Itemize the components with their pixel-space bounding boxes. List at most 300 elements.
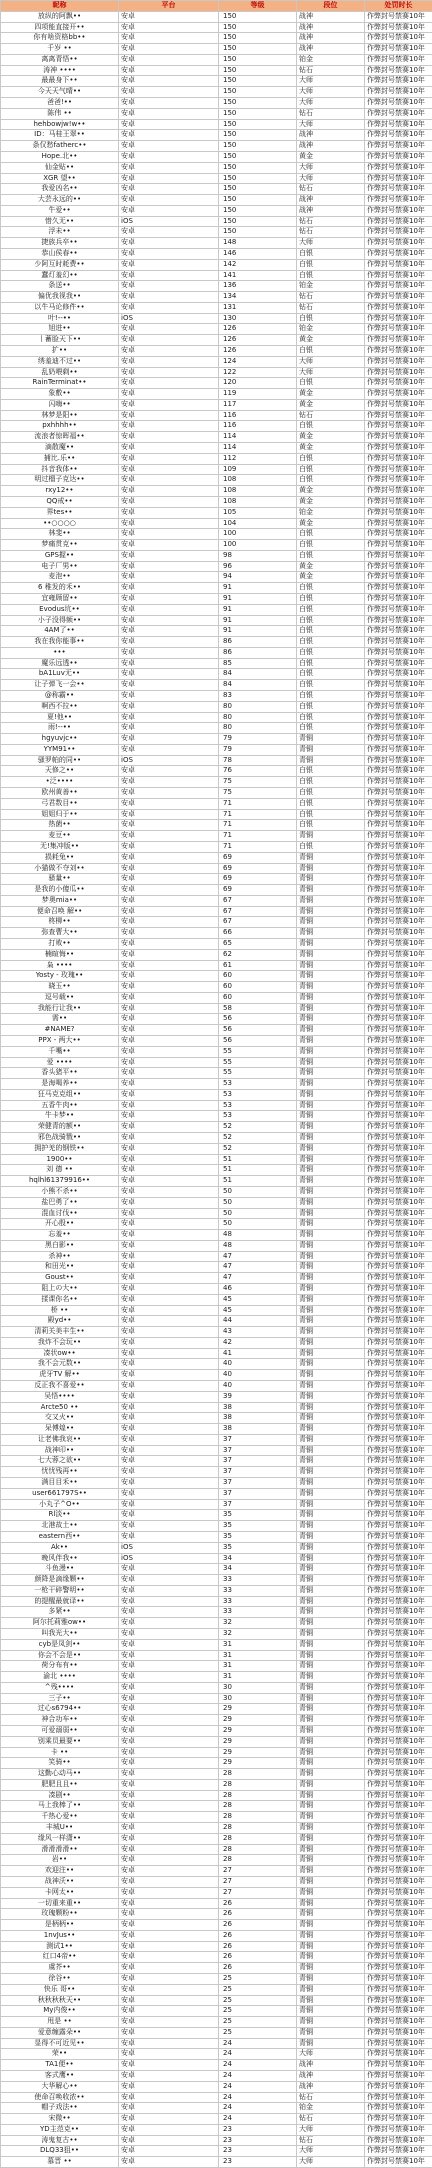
cell-nickname: 这勤心动马•• [1,1769,119,1780]
cell-level: 25 [219,2006,297,2017]
cell-nickname: 满目目禾•• [1,1478,119,1489]
cell-nickname: 缘风一样潇•• [1,1833,119,1844]
cell-level: 79 [219,744,297,755]
table-row [1,1240,432,1251]
cell-level: 26 [219,1898,297,1909]
cell-level: 136 [219,281,297,292]
cell-penalty: 作弊封号禁赛10年 [365,593,432,604]
cell-penalty: 作弊封号禁赛10年 [365,1381,432,1392]
cell-platform: 安卓 [119,1068,219,1079]
table-row [1,992,432,1003]
cell-level: 26 [219,1963,297,1974]
table-row [1,1413,432,1424]
cell-nickname: 叶!--•• [1,313,119,324]
cell-level: 24 [219,2114,297,2125]
cell-platform: 安卓 [119,1434,219,1445]
cell-platform: 安卓 [119,1575,219,1586]
cell-penalty: 作弊封号禁赛10年 [365,1542,432,1553]
cell-penalty: 作弊封号禁赛10年 [365,248,432,259]
cell-penalty: 作弊封号禁赛10年 [365,1079,432,1090]
cell-rank: 青铜 [297,852,365,863]
cell-nickname: 荣•• [1,2049,119,2060]
cell-nickname: 宜雍顾留•• [1,593,119,604]
cell-nickname: 爱 •••• [1,1057,119,1068]
cell-platform: 安卓 [119,1704,219,1715]
table-row [1,1143,432,1154]
table-row [1,982,432,993]
cell-rank: 青铜 [297,1973,365,1984]
cell-nickname: 玫瑰颗粉•• [1,1909,119,1920]
table-row [1,744,432,755]
cell-platform: 安卓 [119,1424,219,1435]
cell-rank: 青铜 [297,1381,365,1392]
cell-rank: 青铜 [297,1726,365,1737]
cell-platform: 安卓 [119,1758,219,1769]
cell-level: 26 [219,1930,297,1941]
cell-platform: 安卓 [119,1973,219,1984]
cell-rank: 青铜 [297,949,365,960]
cell-level: 29 [219,1704,297,1715]
cell-penalty: 作弊封号禁赛10年 [365,1553,432,1564]
cell-level: 84 [219,680,297,691]
cell-level: 23 [219,2146,297,2157]
cell-nickname: 明过榴子克达•• [1,475,119,486]
table-row [1,529,432,540]
cell-level: 28 [219,1823,297,1834]
cell-level: 150 [219,195,297,206]
cell-platform: 安卓 [119,486,219,497]
table-row [1,1165,432,1176]
cell-rank: 大师 [297,2124,365,2135]
cell-level: 142 [219,259,297,270]
cell-level: 60 [219,992,297,1003]
table-row [1,1984,432,1995]
cell-level: 34 [219,1564,297,1575]
cell-nickname: 凑状ow•• [1,1348,119,1359]
table-row [1,2124,432,2135]
cell-nickname: 弥查曹大•• [1,928,119,939]
cell-level: 104 [219,518,297,529]
cell-level: 65 [219,938,297,949]
cell-nickname: 无!集冲版•• [1,841,119,852]
cell-level: 40 [219,1359,297,1370]
cell-platform: 安卓 [119,270,219,281]
cell-rank: 青铜 [297,1682,365,1693]
cell-penalty: 作弊封号禁赛10年 [365,1941,432,1952]
cell-level: 150 [219,108,297,119]
cell-rank: 青铜 [297,1057,365,1068]
cell-nickname: 欢迎注•• [1,1866,119,1877]
table-row [1,1628,432,1639]
col-header-platform: 平台 [119,1,219,12]
cell-penalty: 作弊封号禁赛10年 [365,1434,432,1445]
cell-nickname: 卡 •• [1,1747,119,1758]
table-row [1,302,432,313]
table-row [1,1726,432,1737]
cell-platform: 安卓 [119,1682,219,1693]
cell-rank: 青铜 [297,1628,365,1639]
table-body [1,11,432,2167]
cell-rank: 大师 [297,367,365,378]
cell-penalty: 作弊封号禁赛10年 [365,723,432,734]
table-row [1,119,432,130]
cell-platform: 安卓 [119,1909,219,1920]
table-row [1,1521,432,1532]
table-row [1,1251,432,1262]
cell-rank: 黄金 [297,151,365,162]
cell-platform: 安卓 [119,367,219,378]
cell-nickname: 啊西不拉•• [1,701,119,712]
cell-penalty: 作弊封号禁赛10年 [365,1133,432,1144]
table-row [1,2135,432,2146]
cell-nickname: 丨蓄脸天下•• [1,335,119,346]
cell-nickname: ID：马桂王翠•• [1,130,119,141]
cell-rank: 钻石 [297,2092,365,2103]
cell-rank: 白银 [297,259,365,270]
cell-penalty: 作弊封号禁赛10年 [365,399,432,410]
cell-rank: 青铜 [297,1294,365,1305]
cell-rank: 青铜 [297,1898,365,1909]
cell-penalty: 作弊封号禁赛10年 [365,1650,432,1661]
cell-level: 30 [219,1693,297,1704]
cell-nickname: 香头猪平•• [1,1068,119,1079]
cell-level: 120 [219,378,297,389]
table-row [1,1790,432,1801]
cell-rank: 青铜 [297,992,365,1003]
cell-rank: 青铜 [297,874,365,885]
table-row [1,949,432,960]
cell-rank: 青铜 [297,1219,365,1230]
cell-penalty: 作弊封号禁赛10年 [365,1855,432,1866]
cell-platform: 安卓 [119,1920,219,1931]
table-row [1,1682,432,1693]
cell-level: 26 [219,1941,297,1952]
cell-level: 24 [219,2049,297,2060]
cell-platform: 安卓 [119,734,219,745]
cell-penalty: 作弊封号禁赛10年 [365,1952,432,1963]
cell-nickname: 逗号载•• [1,992,119,1003]
table-row [1,917,432,928]
table-row [1,1715,432,1726]
table-row [1,1898,432,1909]
cell-nickname: 吴悟•••• [1,1391,119,1402]
cell-rank: 白银 [297,658,365,669]
cell-level: 24 [219,2071,297,2082]
cell-penalty: 作弊封号禁赛10年 [365,949,432,960]
cell-level: 29 [219,1726,297,1737]
table-row [1,540,432,551]
cell-platform: 安卓 [119,464,219,475]
cell-nickname: 丰城U•• [1,1823,119,1834]
cell-platform: 安卓 [119,518,219,529]
cell-platform: 安卓 [119,2081,219,2092]
cell-nickname: 小猫做不夺刘•• [1,863,119,874]
cell-level: 37 [219,1456,297,1467]
cell-platform: 安卓 [119,453,219,464]
table-row [1,1779,432,1790]
cell-level: 28 [219,1844,297,1855]
table-row [1,1283,432,1294]
cell-platform: iOS [119,1553,219,1564]
cell-platform: 安卓 [119,507,219,518]
table-row [1,766,432,777]
cell-penalty: 作弊封号禁赛10年 [365,2103,432,2114]
table-row [1,2006,432,2017]
cell-penalty: 作弊封号禁赛10年 [365,1154,432,1165]
table-row [1,2049,432,2060]
table-row [1,1100,432,1111]
cell-nickname: 大芸永远的•• [1,195,119,206]
cell-platform: 安卓 [119,33,219,44]
cell-rank: 钻石 [297,216,365,227]
cell-rank: 青铜 [297,1510,365,1521]
cell-level: 124 [219,356,297,367]
cell-rank: 青铜 [297,1995,365,2006]
cell-level: 31 [219,1661,297,1672]
cell-nickname: TA1便•• [1,2060,119,2071]
cell-rank: 青铜 [297,1100,365,1111]
cell-platform: 安卓 [119,259,219,270]
table-row [1,1661,432,1672]
cell-rank: 青铜 [297,1499,365,1510]
cell-level: 25 [219,1984,297,1995]
cell-nickname: 雨!--•• [1,723,119,734]
cell-nickname: 6 稚发的禾•• [1,583,119,594]
table-row [1,259,432,270]
cell-platform: 安卓 [119,540,219,551]
cell-rank: 白银 [297,723,365,734]
cell-platform: 安卓 [119,658,219,669]
cell-penalty: 作弊封号禁赛10年 [365,1057,432,1068]
cell-level: 150 [219,44,297,55]
cell-penalty: 作弊封号禁赛10年 [365,928,432,939]
cell-rank: 战神 [297,205,365,216]
cell-penalty: 作弊封号禁赛10年 [365,1790,432,1801]
cell-nickname: 揉课你名•• [1,1294,119,1305]
cell-platform: 安卓 [119,1779,219,1790]
cell-platform: 安卓 [119,119,219,130]
cell-level: 32 [219,1628,297,1639]
cell-penalty: 作弊封号禁赛10年 [365,2092,432,2103]
cell-nickname: 秋秋秋秋天•• [1,1995,119,2006]
cell-rank: 青铜 [297,1553,365,1564]
cell-platform: 安卓 [119,1510,219,1521]
table-row [1,443,432,454]
col-header-rank: 段位 [297,1,365,12]
cell-rank: 大师 [297,173,365,184]
cell-penalty: 作弊封号禁赛10年 [365,1122,432,1133]
table-row [1,292,432,303]
cell-penalty: 作弊封号禁赛10年 [365,971,432,982]
cell-rank: 青铜 [297,1887,365,1898]
cell-rank: 青铜 [297,1963,365,1974]
cell-platform: 安卓 [119,2017,219,2028]
table-row [1,281,432,292]
cell-rank: 黄金 [297,399,365,410]
table-row [1,2114,432,2125]
cell-platform: 安卓 [119,2103,219,2114]
cell-rank: 青铜 [297,1876,365,1887]
cell-platform: 安卓 [119,1952,219,1963]
table-row [1,1812,432,1823]
cell-level: 28 [219,1812,297,1823]
cell-rank: 青铜 [297,1478,365,1489]
table-row [1,324,432,335]
table-row [1,1273,432,1284]
cell-nickname: 损耗兔•• [1,852,119,863]
cell-penalty: 作弊封号禁赛10年 [365,1456,432,1467]
cell-level: 35 [219,1531,297,1542]
cell-rank: 大师 [297,2146,365,2157]
cell-platform: 安卓 [119,550,219,561]
table-row [1,98,432,109]
cell-nickname: 别乘员最要•• [1,1736,119,1747]
cell-rank: 青铜 [297,1111,365,1122]
cell-level: 26 [219,1909,297,1920]
cell-nickname: 呆傅煌•• [1,1424,119,1435]
cell-nickname: My内俊•• [1,2006,119,2017]
cell-penalty: 作弊封号禁赛10年 [365,982,432,993]
cell-nickname: XGR 望•• [1,173,119,184]
cell-platform: iOS [119,216,219,227]
cell-platform: 安卓 [119,1747,219,1758]
cell-nickname: 笑骑•• [1,1758,119,1769]
cell-nickname: bA1Luv无•• [1,669,119,680]
cell-rank: 钻石 [297,2135,365,2146]
cell-penalty: 作弊封号禁赛10年 [365,712,432,723]
cell-nickname: 梦痛贯克•• [1,540,119,551]
cell-platform: 安卓 [119,928,219,939]
cell-rank: 青铜 [297,960,365,971]
cell-level: 96 [219,561,297,572]
cell-nickname: 渝北 •••• [1,1672,119,1683]
cell-platform: 安卓 [119,1337,219,1348]
cell-nickname: 条送•• [1,281,119,292]
cell-platform: 安卓 [119,227,219,238]
cell-level: 60 [219,971,297,982]
cell-penalty: 作弊封号禁赛10年 [365,831,432,842]
cell-rank: 青铜 [297,1984,365,1995]
cell-level: 55 [219,1068,297,1079]
cell-platform: 安卓 [119,1359,219,1370]
cell-level: 148 [219,238,297,249]
table-row [1,1542,432,1553]
cell-penalty: 作弊封号禁赛10年 [365,1801,432,1812]
table-row [1,1176,432,1187]
cell-platform: 安卓 [119,1381,219,1392]
table-row [1,1219,432,1230]
cell-platform: 安卓 [119,1499,219,1510]
cell-level: 62 [219,949,297,960]
cell-level: 31 [219,1672,297,1683]
cell-level: 76 [219,766,297,777]
table-row [1,658,432,669]
table-row [1,777,432,788]
cell-nickname: 偏优我视我•• [1,292,119,303]
cell-platform: 安卓 [119,1143,219,1154]
cell-nickname: 是海喝养•• [1,1079,119,1090]
cell-penalty: 作弊封号禁赛10年 [365,863,432,874]
cell-level: 58 [219,1003,297,1014]
table-row [1,1704,432,1715]
cell-nickname: 姐姐归于•• [1,809,119,820]
cell-nickname: Evodus坑•• [1,604,119,615]
cell-nickname: 战神沃•• [1,1876,119,1887]
header-row [1,1,432,12]
table-row [1,227,432,238]
cell-penalty: 作弊封号禁赛10年 [365,1920,432,1931]
table-row [1,162,432,173]
cell-penalty: 作弊封号禁赛10年 [365,1585,432,1596]
cell-platform: 安卓 [119,1046,219,1057]
cell-nickname: 4AM了•• [1,626,119,637]
cell-rank: 青铜 [297,1240,365,1251]
table-row [1,583,432,594]
cell-platform: 安卓 [119,346,219,357]
cell-nickname: 桥 •• [1,1305,119,1316]
table-row [1,410,432,421]
cell-platform: 安卓 [119,1456,219,1467]
cell-rank: 白银 [297,583,365,594]
cell-rank: 青铜 [297,1370,365,1381]
cell-nickname: 帽子戏法•• [1,2103,119,2114]
cell-platform: 安卓 [119,1790,219,1801]
cell-platform: 安卓 [119,2124,219,2135]
cell-penalty: 作弊封号禁赛10年 [365,1963,432,1974]
cell-penalty: 作弊封号禁赛10年 [365,1283,432,1294]
cell-platform: 安卓 [119,2027,219,2038]
cell-platform: 安卓 [119,982,219,993]
cell-platform: 安卓 [119,238,219,249]
cell-nickname: 牛爱•• [1,205,119,216]
cell-rank: 白银 [297,615,365,626]
cell-level: 53 [219,1111,297,1122]
cell-level: 37 [219,1467,297,1478]
cell-rank: 青铜 [297,1036,365,1047]
cell-level: 41 [219,1348,297,1359]
cell-platform: 安卓 [119,281,219,292]
cell-level: 47 [219,1262,297,1273]
cell-penalty: 作弊封号禁赛10年 [365,162,432,173]
cell-penalty: 作弊封号禁赛10年 [365,2006,432,2017]
cell-platform: iOS [119,313,219,324]
table-row [1,1941,432,1952]
cell-platform: 安卓 [119,356,219,367]
cell-penalty: 作弊封号禁赛10年 [365,119,432,130]
cell-rank: 青铜 [297,1079,365,1090]
cell-rank: 青铜 [297,1930,365,1941]
cell-platform: 安卓 [119,76,219,87]
table-row [1,1876,432,1887]
cell-penalty: 作弊封号禁赛10年 [365,2114,432,2125]
table-row [1,378,432,389]
cell-rank: 青铜 [297,1046,365,1057]
cell-penalty: 作弊封号禁赛10年 [365,626,432,637]
table-row [1,841,432,852]
table-row [1,1736,432,1747]
cell-penalty: 作弊封号禁赛10年 [365,507,432,518]
cell-platform: 安卓 [119,637,219,648]
table-row [1,852,432,863]
table-row [1,184,432,195]
cell-rank: 青铜 [297,1736,365,1747]
table-row [1,2027,432,2038]
cell-penalty: 作弊封号禁赛10年 [365,270,432,281]
table-row [1,1758,432,1769]
table-row [1,1963,432,1974]
cell-platform: 安卓 [119,1165,219,1176]
table-row [1,1823,432,1834]
